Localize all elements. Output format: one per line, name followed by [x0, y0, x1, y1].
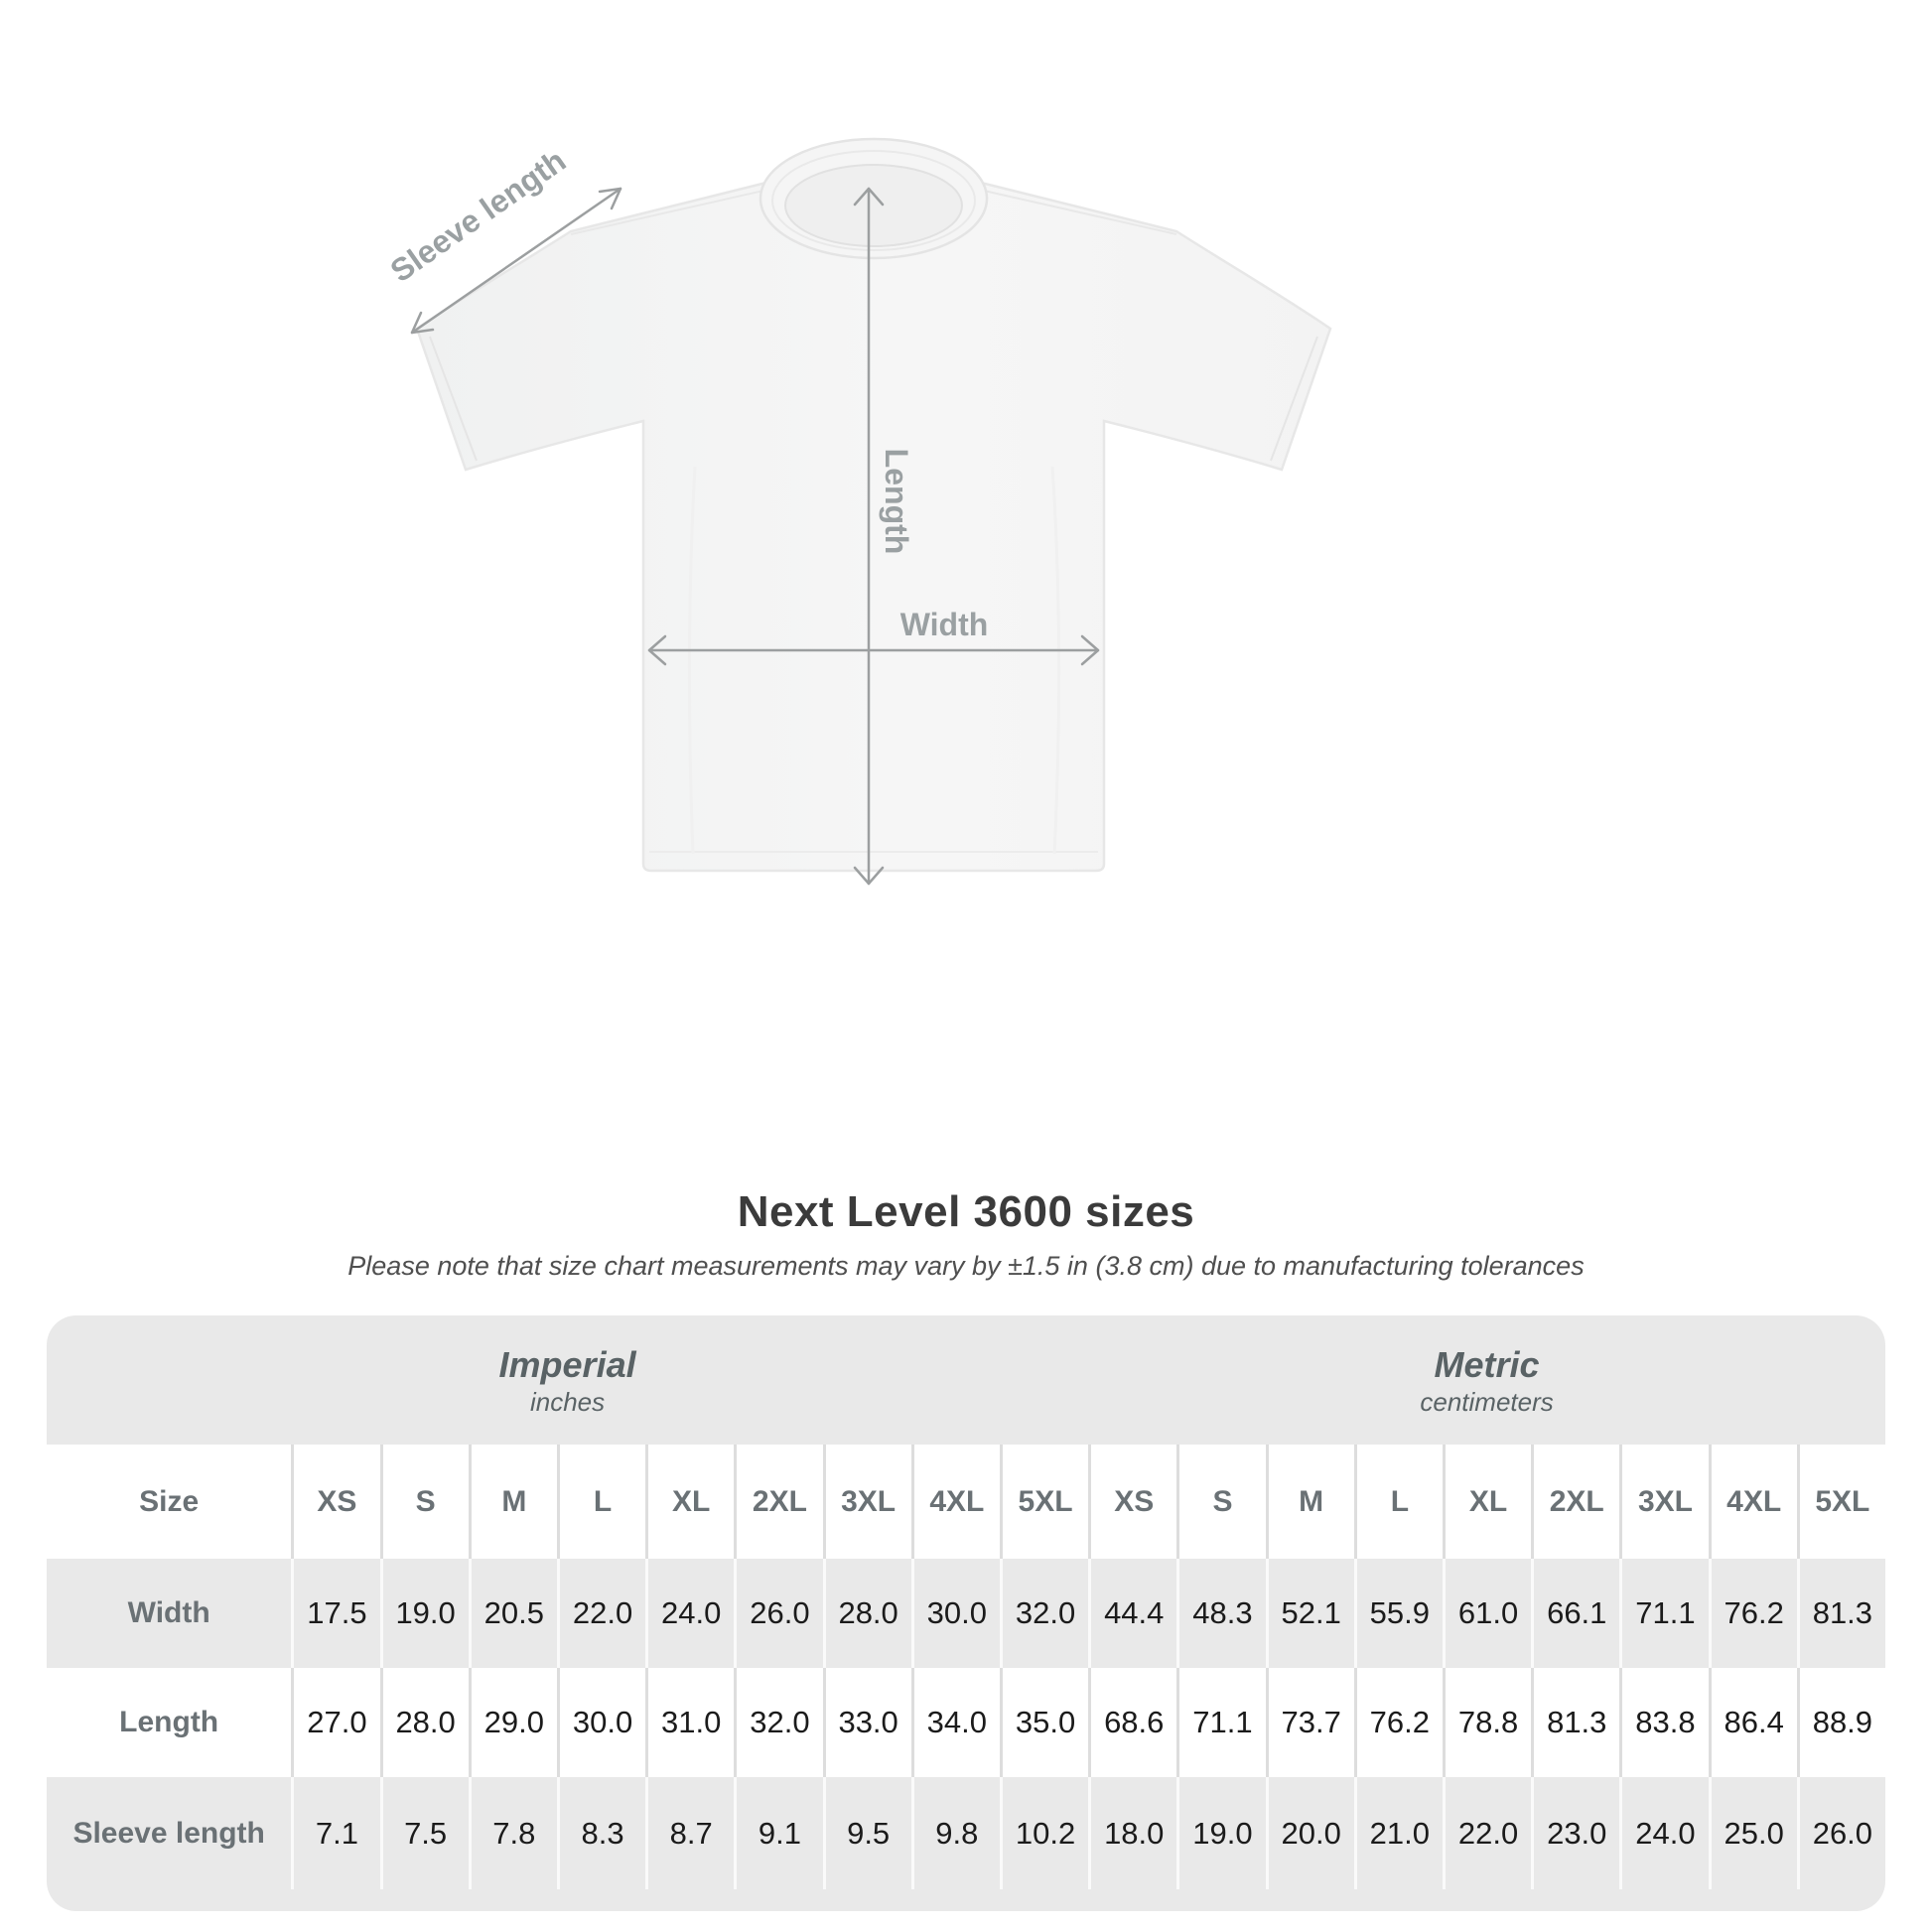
value-cell: 27.0	[291, 1668, 379, 1777]
length-row	[47, 1668, 1885, 1777]
imperial-title: Imperial	[498, 1343, 636, 1385]
value-cell: 9.8	[911, 1777, 1000, 1889]
value-cell: 88.9	[1797, 1668, 1885, 1777]
tshirt-body-shape	[417, 167, 1330, 872]
value-cell: 73.7	[1266, 1668, 1354, 1777]
value-cell: 8.7	[645, 1777, 734, 1889]
value-cell: 61.0	[1443, 1559, 1531, 1668]
size-col-header: XL	[645, 1445, 734, 1559]
value-cell: 68.6	[1088, 1668, 1176, 1777]
value-cell: 24.0	[645, 1559, 734, 1668]
value-cell: 71.1	[1619, 1559, 1708, 1668]
size-col-header: 4XL	[911, 1445, 1000, 1559]
width-label: Width	[899, 607, 989, 642]
page-title: Next Level 3600 sizes	[737, 1187, 1195, 1236]
size-chart-table	[47, 1315, 1885, 1911]
value-cell: 29.0	[469, 1668, 557, 1777]
value-cell: 35.0	[1000, 1668, 1088, 1777]
length-label: Length	[879, 448, 914, 555]
value-cell: 83.8	[1619, 1668, 1708, 1777]
value-cell: 81.3	[1531, 1668, 1619, 1777]
value-cell: 10.2	[1000, 1777, 1088, 1889]
value-cell: 66.1	[1531, 1559, 1619, 1668]
value-cell: 33.0	[823, 1668, 911, 1777]
size-col-header: 5XL	[1000, 1445, 1088, 1559]
value-cell: 7.1	[291, 1777, 379, 1889]
tolerance-note: Please note that size chart measurements may vary by ±1.5 in (3.8 cm) due to manufacturing tolerances	[347, 1251, 1585, 1281]
value-cell: 81.3	[1797, 1559, 1885, 1668]
size-col-header: XS	[291, 1445, 379, 1559]
size-col-header: L	[1354, 1445, 1443, 1559]
value-cell: 21.0	[1354, 1777, 1443, 1889]
value-cell: 55.9	[1354, 1559, 1443, 1668]
size-col-header: 3XL	[1619, 1445, 1708, 1559]
size-chart-grid	[47, 1315, 1885, 1889]
imperial-section-header	[47, 1315, 1088, 1445]
sleeve-length-row	[47, 1777, 1885, 1889]
imperial-unit: inches	[529, 1386, 606, 1417]
value-cell: 25.0	[1709, 1777, 1797, 1889]
size-col-header: 4XL	[1709, 1445, 1797, 1559]
value-cell: 76.2	[1709, 1559, 1797, 1668]
value-cell: 24.0	[1619, 1777, 1708, 1889]
metric-unit: centimeters	[1420, 1386, 1554, 1417]
size-col-header: 2XL	[1531, 1445, 1619, 1559]
row-label: Length	[47, 1668, 291, 1777]
value-cell: 18.0	[1088, 1777, 1176, 1889]
value-cell: 26.0	[1797, 1777, 1885, 1889]
value-cell: 22.0	[557, 1559, 645, 1668]
size-header-row	[47, 1445, 1885, 1559]
size-col-header: L	[557, 1445, 645, 1559]
value-cell: 8.3	[557, 1777, 645, 1889]
value-cell: 19.0	[1176, 1777, 1265, 1889]
value-cell: 28.0	[380, 1668, 469, 1777]
size-col-header: M	[1266, 1445, 1354, 1559]
metric-title: Metric	[1434, 1343, 1540, 1385]
value-cell: 7.5	[380, 1777, 469, 1889]
value-cell: 26.0	[734, 1559, 822, 1668]
value-cell: 30.0	[557, 1668, 645, 1777]
value-cell: 71.1	[1176, 1668, 1265, 1777]
value-cell: 31.0	[645, 1668, 734, 1777]
value-cell: 30.0	[911, 1559, 1000, 1668]
collar-neck-hole	[785, 165, 962, 246]
value-cell: 22.0	[1443, 1777, 1531, 1889]
size-corner-header: Size	[47, 1445, 291, 1559]
value-cell: 86.4	[1709, 1668, 1797, 1777]
value-cell: 19.0	[380, 1559, 469, 1668]
value-cell: 20.5	[469, 1559, 557, 1668]
value-cell: 44.4	[1088, 1559, 1176, 1668]
row-label: Sleeve length	[72, 1816, 265, 1850]
unit-band-row	[47, 1315, 1885, 1445]
value-cell: 76.2	[1354, 1668, 1443, 1777]
value-cell: 52.1	[1266, 1559, 1354, 1668]
size-col-header: S	[380, 1445, 469, 1559]
size-col-header: S	[1176, 1445, 1265, 1559]
tshirt-graphic	[417, 139, 1330, 871]
value-cell: 20.0	[1266, 1777, 1354, 1889]
size-col-header: M	[469, 1445, 557, 1559]
value-cell: 23.0	[1531, 1777, 1619, 1889]
value-cell: 34.0	[911, 1668, 1000, 1777]
size-col-header: 3XL	[823, 1445, 911, 1559]
size-col-header: XL	[1443, 1445, 1531, 1559]
value-cell: 48.3	[1176, 1559, 1265, 1668]
value-cell: 9.1	[734, 1777, 822, 1889]
sleeve-length-label: Sleeve length	[383, 142, 573, 290]
metric-section-header	[1088, 1315, 1885, 1445]
size-col-header: XS	[1088, 1445, 1176, 1559]
value-cell: 78.8	[1443, 1668, 1531, 1777]
width-row	[47, 1559, 1885, 1668]
value-cell: 9.5	[823, 1777, 911, 1889]
value-cell: 32.0	[734, 1668, 822, 1777]
row-label: Width	[127, 1596, 210, 1629]
value-cell: 32.0	[1000, 1559, 1088, 1668]
size-col-header: 2XL	[734, 1445, 822, 1559]
value-cell: 7.8	[469, 1777, 557, 1889]
value-cell: 28.0	[823, 1559, 911, 1668]
size-col-header: 5XL	[1797, 1445, 1885, 1559]
value-cell: 17.5	[291, 1559, 379, 1668]
